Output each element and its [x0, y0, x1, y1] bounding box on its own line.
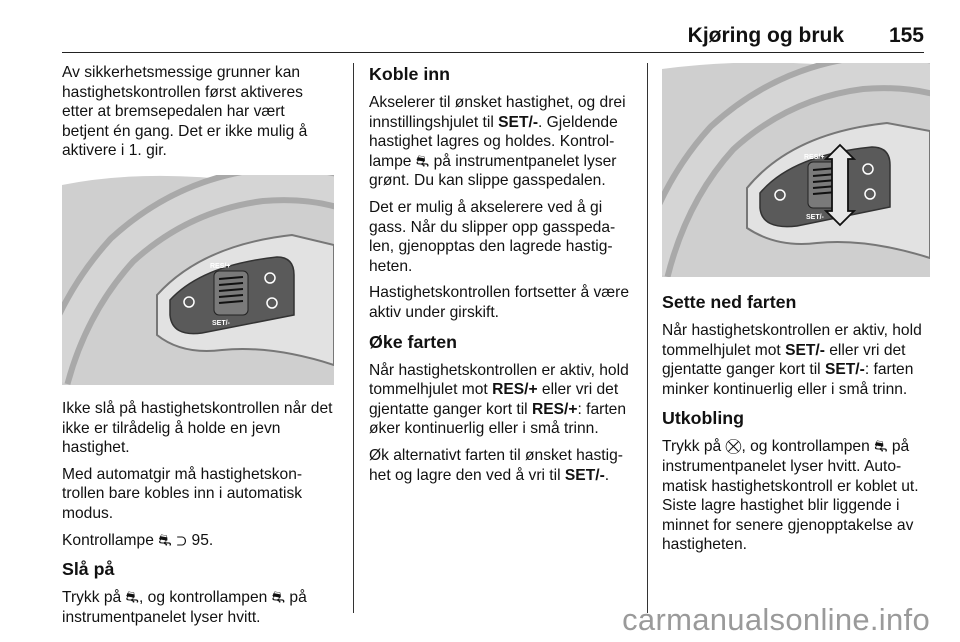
paragraph: Øk alternativt farten til ønsket hastig-het og lagre den ved å vri til SET/-.	[369, 446, 623, 484]
steering-wheel-illustration-1	[62, 175, 334, 385]
paragraph: Det er mulig å akselerere ved å gi gass. Når du slipper opp gasspeda-len, gjenopptas den lagrede hastig-heten.	[369, 198, 616, 275]
steering-wheel-illustration-2	[662, 63, 930, 277]
svg-text:RES/+: RES/+	[804, 154, 825, 161]
heading-koble-inn: Koble inn	[369, 64, 450, 84]
watermark: carmanualsonline.info	[622, 602, 930, 637]
heading-oke-farten: Øke farten	[369, 331, 457, 352]
svg-text:SET/-: SET/-	[806, 214, 824, 221]
page-number: 155	[888, 24, 924, 47]
paragraph: Når hastighetskontrollen er aktiv, hold tommelhjulet mot RES/+ eller vri det gjentatte ganger kort til RES/+: farten øker kontinuerlig eller i små trinn.	[369, 361, 629, 438]
page-header	[62, 18, 924, 53]
heading-sla-pa: Slå på	[62, 559, 115, 580]
heading-utkobling: Utkobling	[662, 408, 744, 429]
column-3	[662, 63, 930, 562]
paragraph: Trykk på ⛒, og kontrollampen ⛐ på instrumentpanelet lyser hvitt. Auto-matisk hastighetskontroll er koblet ut. Siste lagre hastighet blir liggende i minnet for senere gjenopptakelse av hastigheten.	[662, 438, 919, 554]
column-divider	[353, 63, 354, 613]
paragraph: Kontrollampe ⛐ ⊃ 95.	[62, 531, 214, 549]
column-1	[62, 63, 334, 634]
set-label: SET/-	[212, 319, 230, 327]
heading-sette-ned-farten: Sette ned farten	[662, 292, 797, 312]
paragraph: Når hastighetskontrollen er aktiv, hold tommelhjulet mot SET/- eller vri det gjentatte ganger kort til SET/-: farten minker kontinuerlig eller i små trinn.	[662, 322, 922, 398]
paragraph: Akselerer til ønsket hastighet, og drei innstillingshjulet til SET/-. Gjeldende hastighet lagres og holdes. Kontrol-lampe ⛐ på instrumentpanelet lyser grønt. Du kan slippe gasspedalen.	[369, 94, 626, 190]
paragraph: Med automatgir må hastighetskon-trollen bare kobles inn i automatisk modus.	[62, 465, 303, 522]
paragraph: Av sikkerhetsmessige grunner kan hastighetskontrollen først aktiveres etter at bremsepedalen har vært betjent én gang. Det er ikke mulig å aktivere i 1. gir.	[62, 64, 308, 160]
column-divider	[647, 63, 648, 613]
paragraph: Trykk på ⛐, og kontrollampen ⛐ på instrumentpanelet lyser hvitt.	[62, 589, 307, 626]
res-label: RES/+	[210, 262, 231, 270]
section-title: Kjøring og bruk	[687, 24, 844, 47]
paragraph: Ikke slå på hastighetskontrollen når det ikke er tilrådelig å holde en jevn hastighet.	[62, 399, 333, 457]
paragraph: Hastighetskontrollen fortsetter å være aktiv under girskift.	[369, 284, 630, 321]
column-2	[369, 63, 636, 492]
